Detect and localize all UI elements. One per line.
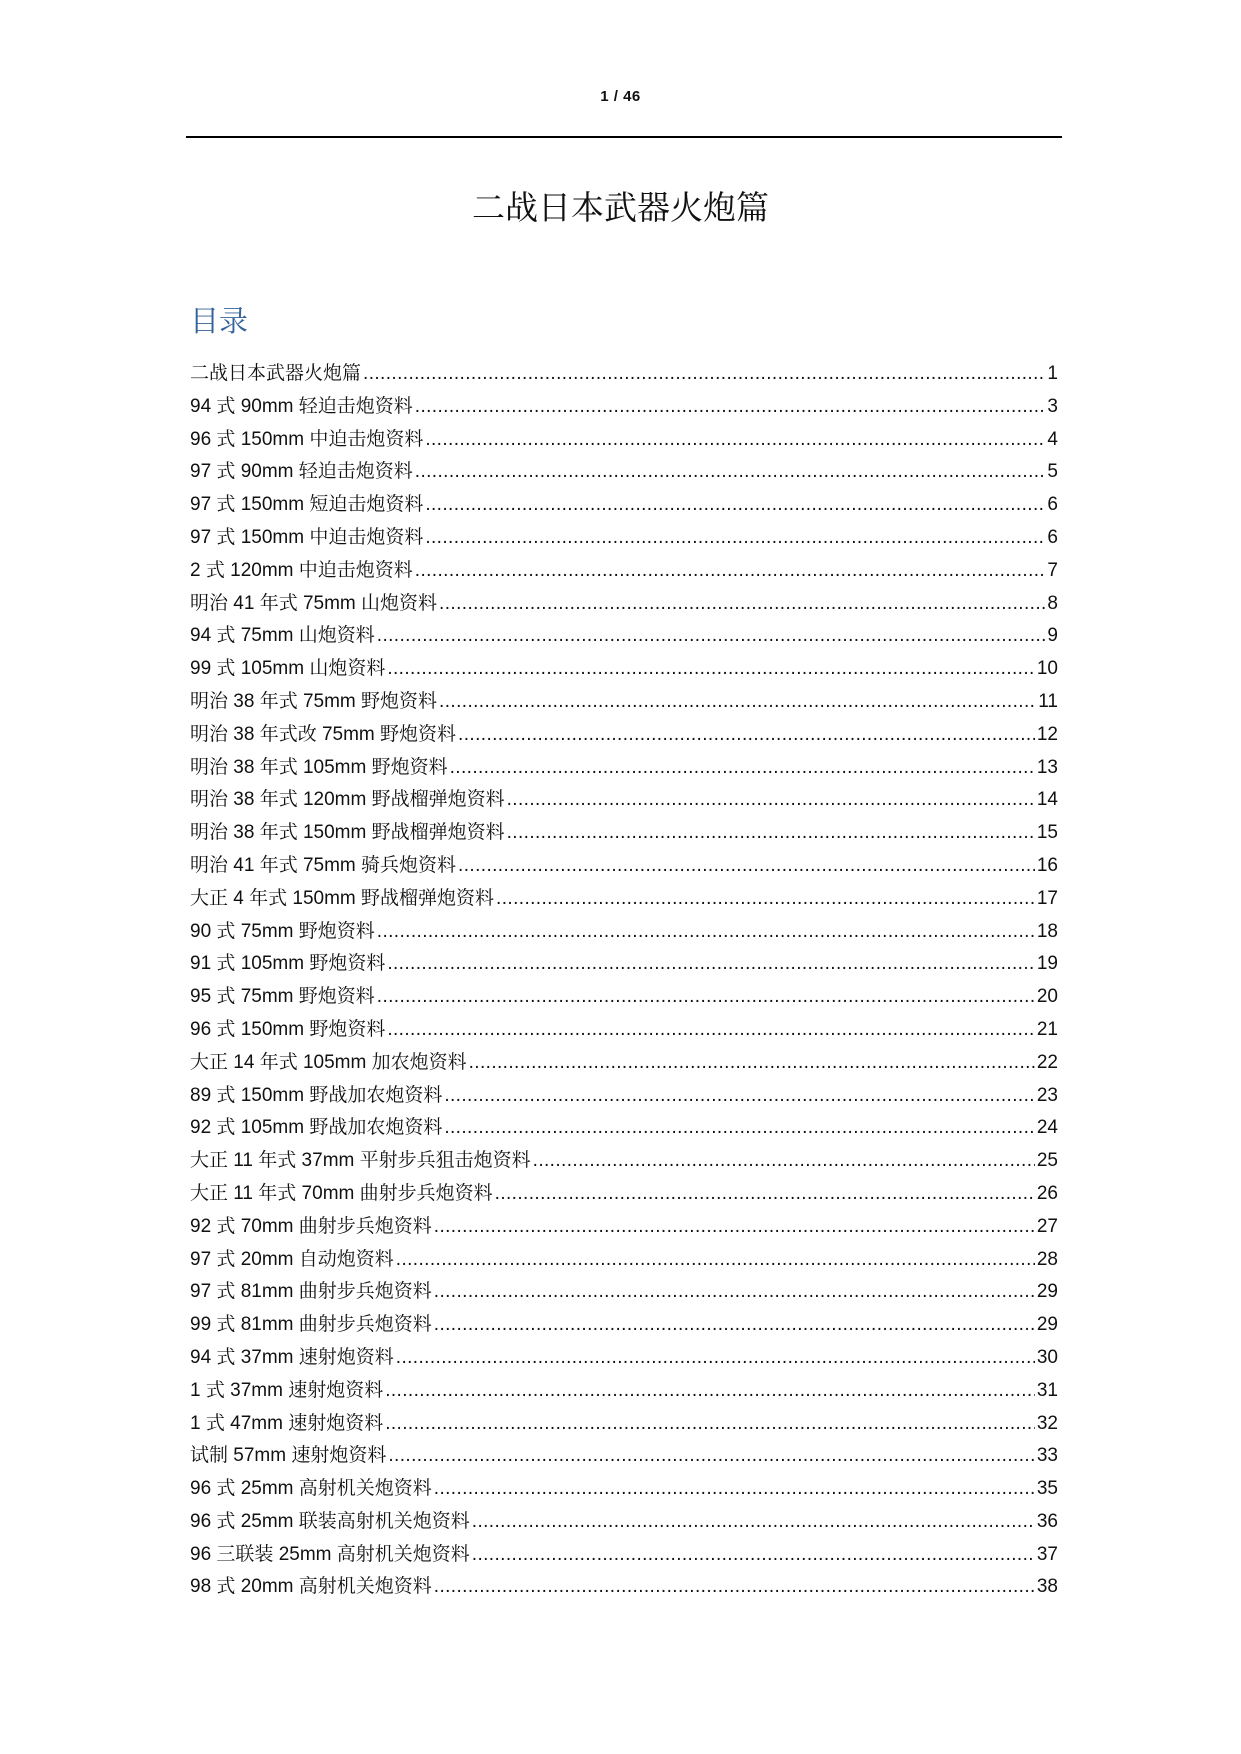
toc-entry[interactable]	[190, 1375, 1058, 1408]
toc-entry[interactable]	[190, 1211, 1058, 1244]
toc-entry[interactable]	[190, 620, 1058, 653]
toc-entry-page-number: 29	[1036, 1281, 1058, 1303]
toc-entry[interactable]	[190, 1506, 1058, 1539]
toc-entry[interactable]	[190, 588, 1058, 621]
toc-dot-leader	[396, 1347, 1035, 1369]
toc-entry-page-number: 8	[1047, 592, 1058, 614]
toc-entry[interactable]	[190, 981, 1058, 1014]
toc-entry-page-number: 26	[1036, 1182, 1058, 1204]
toc-entry-title: 97 式 150mm 短迫击炮资料	[190, 494, 424, 516]
toc-entry-title: 大正 14 年式 105mm 加农炮资料	[190, 1051, 467, 1073]
toc-dot-leader	[434, 1281, 1035, 1303]
toc-entry-title: 1 式 37mm 速射炮资料	[190, 1379, 384, 1401]
toc-entry[interactable]	[190, 1244, 1058, 1277]
toc-entry-title: 92 式 70mm 曲射步兵炮资料	[190, 1215, 432, 1237]
toc-entry-title: 97 式 150mm 中迫击炮资料	[190, 526, 424, 548]
toc-dot-leader	[434, 1576, 1035, 1598]
toc-dot-leader	[507, 822, 1035, 844]
toc-dot-leader	[495, 1183, 1035, 1205]
toc-entry[interactable]	[190, 948, 1058, 981]
toc-entry-page-number: 6	[1047, 526, 1058, 548]
toc-entry-page-number: 28	[1036, 1248, 1058, 1270]
toc-entry-page-number: 29	[1036, 1314, 1058, 1336]
toc-dot-leader	[385, 1380, 1035, 1402]
toc-entry-title: 97 式 81mm 曲射步兵炮资料	[190, 1281, 432, 1303]
toc-entry-title: 99 式 105mm 山炮资料	[190, 658, 386, 680]
toc-entry[interactable]	[190, 555, 1058, 588]
toc-entry-title: 试制 57mm 速射炮资料	[190, 1445, 387, 1467]
toc-entry-title: 明治 41 年式 75mm 山炮资料	[190, 592, 438, 614]
toc-entry-page-number: 36	[1036, 1510, 1058, 1532]
toc-entry-page-number: 24	[1036, 1117, 1058, 1139]
toc-entry-page-number: 3	[1047, 395, 1058, 417]
toc-entry-title: 明治 38 年式改 75mm 野炮资料	[190, 723, 457, 745]
toc-entry[interactable]	[190, 1080, 1058, 1113]
page-indicator: 1 / 46	[600, 88, 641, 105]
toc-entry[interactable]	[190, 358, 1058, 391]
toc-entry[interactable]	[190, 456, 1058, 489]
toc-dot-leader	[387, 1019, 1035, 1041]
toc-dot-leader	[469, 1052, 1035, 1074]
toc-dot-leader	[507, 789, 1035, 811]
toc-entry-page-number: 37	[1036, 1543, 1058, 1565]
toc-dot-leader	[388, 1445, 1035, 1467]
toc-entry-page-number: 14	[1036, 789, 1058, 811]
toc-dot-leader	[415, 461, 1046, 483]
toc-entry-title: 97 式 90mm 轻迫击炮资料	[190, 461, 413, 483]
toc-dot-leader	[439, 593, 1045, 615]
toc-entry-page-number: 1	[1047, 363, 1058, 384]
toc-entry-title: 96 式 150mm 中迫击炮资料	[190, 428, 424, 450]
toc-entry-page-number: 4	[1047, 428, 1058, 450]
toc-entry-title: 大正 11 年式 70mm 曲射步兵炮资料	[190, 1182, 493, 1204]
toc-entry-title: 96 式 150mm 野炮资料	[190, 1018, 386, 1040]
toc-entry-page-number: 20	[1036, 986, 1058, 1008]
toc-dot-leader	[533, 1150, 1035, 1172]
toc-dot-leader	[415, 560, 1046, 582]
toc-entry[interactable]	[190, 883, 1058, 916]
toc-entry-title: 明治 38 年式 105mm 野炮资料	[190, 756, 448, 778]
toc-entry-title: 98 式 20mm 高射机关炮资料	[190, 1576, 432, 1598]
toc-entry-page-number: 9	[1047, 625, 1058, 647]
toc-entry-title: 96 式 25mm 联装高射机关炮资料	[190, 1510, 470, 1532]
toc-entry-title: 96 三联装 25mm 高射机关炮资料	[190, 1543, 470, 1565]
toc-entry-page-number: 22	[1036, 1051, 1058, 1073]
toc-entry[interactable]	[190, 850, 1058, 883]
toc-entry-title: 94 式 75mm 山炮资料	[190, 625, 375, 647]
toc-dot-leader	[439, 691, 1036, 713]
toc-entry-title: 1 式 47mm 速射炮资料	[190, 1412, 384, 1434]
toc-entry[interactable]	[190, 1112, 1058, 1145]
toc-entry-page-number: 7	[1047, 559, 1058, 581]
toc-entry-title: 大正 11 年式 37mm 平射步兵狙击炮资料	[190, 1150, 531, 1172]
toc-entry[interactable]	[190, 1145, 1058, 1178]
toc-heading: 目录	[190, 306, 249, 338]
toc-entry[interactable]	[190, 1571, 1058, 1604]
toc-entry-page-number: 6	[1047, 494, 1058, 516]
toc-dot-leader	[444, 1117, 1035, 1139]
toc-entry-page-number: 19	[1036, 953, 1058, 975]
toc-entry[interactable]	[190, 686, 1058, 719]
toc-entry-page-number: 13	[1036, 756, 1058, 778]
toc-entry[interactable]	[190, 752, 1058, 785]
toc-entry-page-number: 27	[1036, 1215, 1058, 1237]
toc-entry-page-number: 17	[1036, 887, 1058, 909]
toc-entry[interactable]	[190, 1309, 1058, 1342]
toc-dot-leader	[387, 953, 1035, 975]
toc-entry-title: 明治 38 年式 150mm 野战榴弹炮资料	[190, 822, 505, 844]
toc-entry-page-number: 32	[1036, 1412, 1058, 1434]
toc-entry-title: 明治 38 年式 75mm 野炮资料	[190, 690, 438, 712]
toc-entry-title: 明治 41 年式 75mm 骑兵炮资料	[190, 854, 457, 876]
toc-dot-leader	[434, 1216, 1035, 1238]
toc-dot-leader	[472, 1511, 1035, 1533]
toc-entry-title: 二战日本武器火炮篇	[190, 363, 362, 384]
toc-dot-leader	[415, 396, 1046, 418]
toc-entry-page-number: 31	[1036, 1379, 1058, 1401]
toc-entry[interactable]	[190, 1539, 1058, 1572]
toc-entry-title: 96 式 25mm 高射机关炮资料	[190, 1478, 432, 1500]
toc-entry[interactable]	[190, 1342, 1058, 1375]
toc-entry-title: 95 式 75mm 野炮资料	[190, 986, 375, 1008]
toc-entry-title: 89 式 150mm 野战加农炮资料	[190, 1084, 443, 1106]
toc-entry-title: 大正 4 年式 150mm 野战榴弹炮资料	[190, 887, 495, 909]
toc-entry-page-number: 35	[1036, 1478, 1058, 1500]
toc-entry-title: 91 式 105mm 野炮资料	[190, 953, 386, 975]
toc-entry-page-number: 15	[1036, 822, 1058, 844]
toc-entry-page-number: 18	[1036, 920, 1058, 942]
toc-list	[190, 358, 1058, 1604]
toc-entry-title: 99 式 81mm 曲射步兵炮资料	[190, 1314, 432, 1336]
toc-entry-page-number: 21	[1036, 1018, 1058, 1040]
toc-entry-title: 92 式 105mm 野战加农炮资料	[190, 1117, 443, 1139]
toc-dot-leader	[444, 1085, 1035, 1107]
toc-dot-leader	[434, 1314, 1035, 1336]
toc-dot-leader	[377, 986, 1035, 1008]
toc-entry-title: 94 式 90mm 轻迫击炮资料	[190, 395, 413, 417]
toc-entry-page-number: 30	[1036, 1346, 1058, 1368]
header-rule	[186, 136, 1062, 138]
toc-dot-leader	[396, 1249, 1035, 1271]
toc-dot-leader	[385, 1413, 1035, 1435]
toc-entry-page-number: 5	[1047, 461, 1058, 483]
toc-dot-leader	[387, 658, 1035, 680]
toc-entry[interactable]	[190, 1047, 1058, 1080]
toc-entry[interactable]	[190, 424, 1058, 457]
toc-entry-title: 明治 38 年式 120mm 野战榴弹炮资料	[190, 789, 505, 811]
toc-dot-leader	[458, 855, 1035, 877]
toc-entry[interactable]	[190, 522, 1058, 555]
toc-entry-title: 97 式 20mm 自动炮资料	[190, 1248, 394, 1270]
toc-dot-leader	[377, 921, 1035, 943]
toc-entry-page-number: 11	[1038, 690, 1058, 712]
toc-dot-leader	[425, 527, 1045, 549]
toc-entry-page-number: 16	[1036, 854, 1058, 876]
toc-entry[interactable]	[190, 653, 1058, 686]
toc-entry[interactable]	[190, 817, 1058, 850]
toc-entry-page-number: 38	[1036, 1576, 1058, 1598]
toc-entry-page-number: 23	[1036, 1084, 1058, 1106]
toc-entry-page-number: 12	[1036, 723, 1058, 745]
toc-dot-leader	[434, 1478, 1035, 1500]
toc-entry-page-number: 10	[1036, 658, 1058, 680]
toc-entry[interactable]	[190, 1276, 1058, 1309]
toc-entry[interactable]	[190, 489, 1058, 522]
toc-entry[interactable]	[190, 1440, 1058, 1473]
toc-dot-leader	[425, 494, 1045, 516]
toc-entry[interactable]	[190, 1473, 1058, 1506]
toc-entry[interactable]	[190, 1178, 1058, 1211]
toc-entry-title: 90 式 75mm 野炮资料	[190, 920, 375, 942]
toc-entry-page-number: 25	[1036, 1150, 1058, 1172]
toc-dot-leader	[472, 1544, 1035, 1566]
toc-entry[interactable]	[190, 916, 1058, 949]
toc-dot-leader	[425, 429, 1045, 451]
toc-dot-leader	[363, 363, 1045, 385]
document-title: 二战日本武器火炮篇	[472, 188, 769, 227]
toc-entry-page-number: 33	[1036, 1445, 1058, 1467]
toc-entry[interactable]	[190, 784, 1058, 817]
toc-entry[interactable]	[190, 1408, 1058, 1441]
toc-entry[interactable]	[190, 1014, 1058, 1047]
toc-dot-leader	[458, 724, 1035, 746]
toc-dot-leader	[450, 757, 1035, 779]
toc-entry[interactable]	[190, 391, 1058, 424]
toc-entry-title: 94 式 37mm 速射炮资料	[190, 1346, 394, 1368]
toc-entry[interactable]	[190, 719, 1058, 752]
toc-dot-leader	[496, 888, 1035, 910]
toc-dot-leader	[377, 625, 1046, 647]
toc-entry-title: 2 式 120mm 中迫击炮资料	[190, 559, 413, 581]
